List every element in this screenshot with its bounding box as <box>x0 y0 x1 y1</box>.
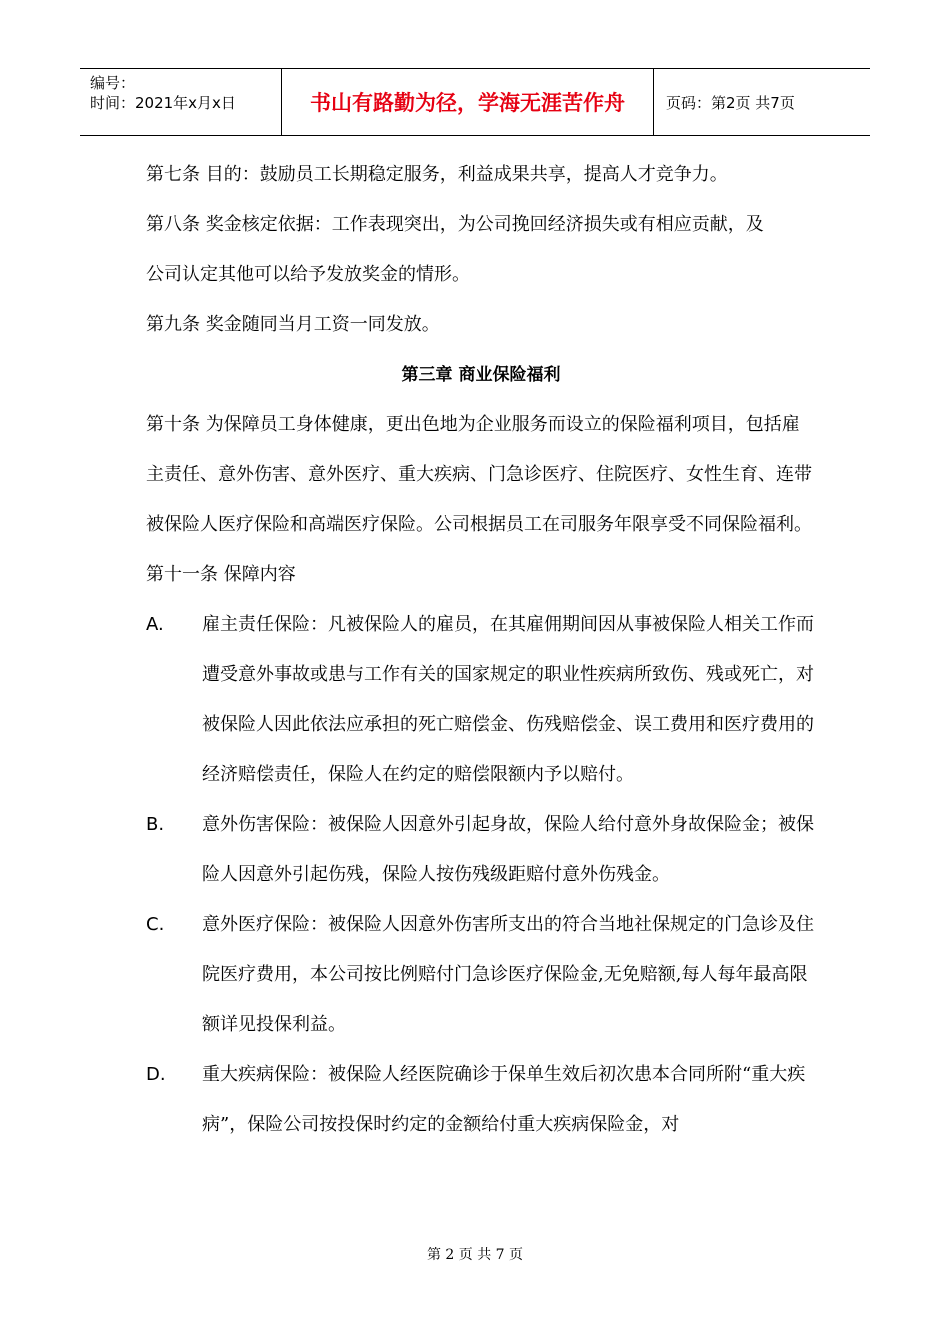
list-item-text: 意外伤害保险：被保险人因意外引起身故，保险人给付意外身故保险金；被保险人因意外引起伤残，保险人按伤残级距赔付意外伤残金。 <box>202 814 814 885</box>
list-item-text: 雇主责任保险：凡被保险人的雇员，在其雇佣期间因从事被保险人相关工作而遭受意外事故或患与工作有关的国家规定的职业性疾病所致伤、残或死亡，对被保险人因此依法应承担的死亡赔偿金、伤残赔偿金、误工费用和医疗费用的经济赔偿责任，保险人在约定的赔偿限额内予以赔付。 <box>202 614 814 785</box>
document-date: 时间：2021年x月x日 <box>90 94 236 112</box>
article-9: 第九条 奖金随同当月工资一同发放。 <box>146 314 440 335</box>
list-item-label: C. <box>146 914 165 935</box>
document-body <box>146 150 816 1150</box>
list-item <box>146 900 816 1050</box>
page-footer: 第 2 页 共 7 页 <box>426 1247 524 1263</box>
header-slogan: 书山有路勤为径，学海无涯苦作舟 <box>281 69 654 135</box>
page-header <box>80 68 870 136</box>
header-meta <box>80 69 281 135</box>
header-page-info: 页码：第2页 共7页 <box>666 93 795 112</box>
list-item <box>146 600 816 800</box>
list-item-text: 意外医疗保险：被保险人因意外伤害所支出的符合当地社保规定的门急诊及住院医疗费用，本公司按比例赔付门急诊医疗保险金,无免赔额,每人每年最高限额详见投保利益。 <box>202 914 814 1035</box>
article-11: 第十一条 保障内容 <box>146 564 296 585</box>
list-item <box>146 800 816 900</box>
article-7: 第七条 目的：鼓励员工长期稳定服务，利益成果共享，提高人才竞争力。 <box>146 164 728 185</box>
article-8-line-2: 公司认定其他可以给予发放奖金的情形。 <box>146 264 470 285</box>
list-item <box>146 1050 816 1150</box>
chapter-title: 第三章 商业保险福利 <box>401 365 561 385</box>
list-item-label: B. <box>146 814 165 835</box>
article-8-line-1: 第八条 奖金核定依据：工作表现突出，为公司挽回经济损失或有相应贡献，及 <box>146 214 764 235</box>
article-10: 第十条 为保障员工身体健康，更出色地为企业服务而设立的保险福利项目，包括雇主责任、意外伤害、意外医疗、重大疾病、门急诊医疗、住院医疗、女性生育、连带被保险人医疗保险和高端医疗保险。公司根据员工在司服务年限享受不同保险福利。 <box>146 414 812 535</box>
list-item-text: 重大疾病保险：被保险人经医院确诊于保单生效后初次患本合同所附“重大疾病”，保险公司按投保时约定的金额给付重大疾病保险金，对 <box>202 1064 806 1135</box>
list-item-label: A. <box>146 614 164 635</box>
document-number-label: 编号： <box>90 74 136 92</box>
list-item-label: D. <box>146 1064 166 1085</box>
